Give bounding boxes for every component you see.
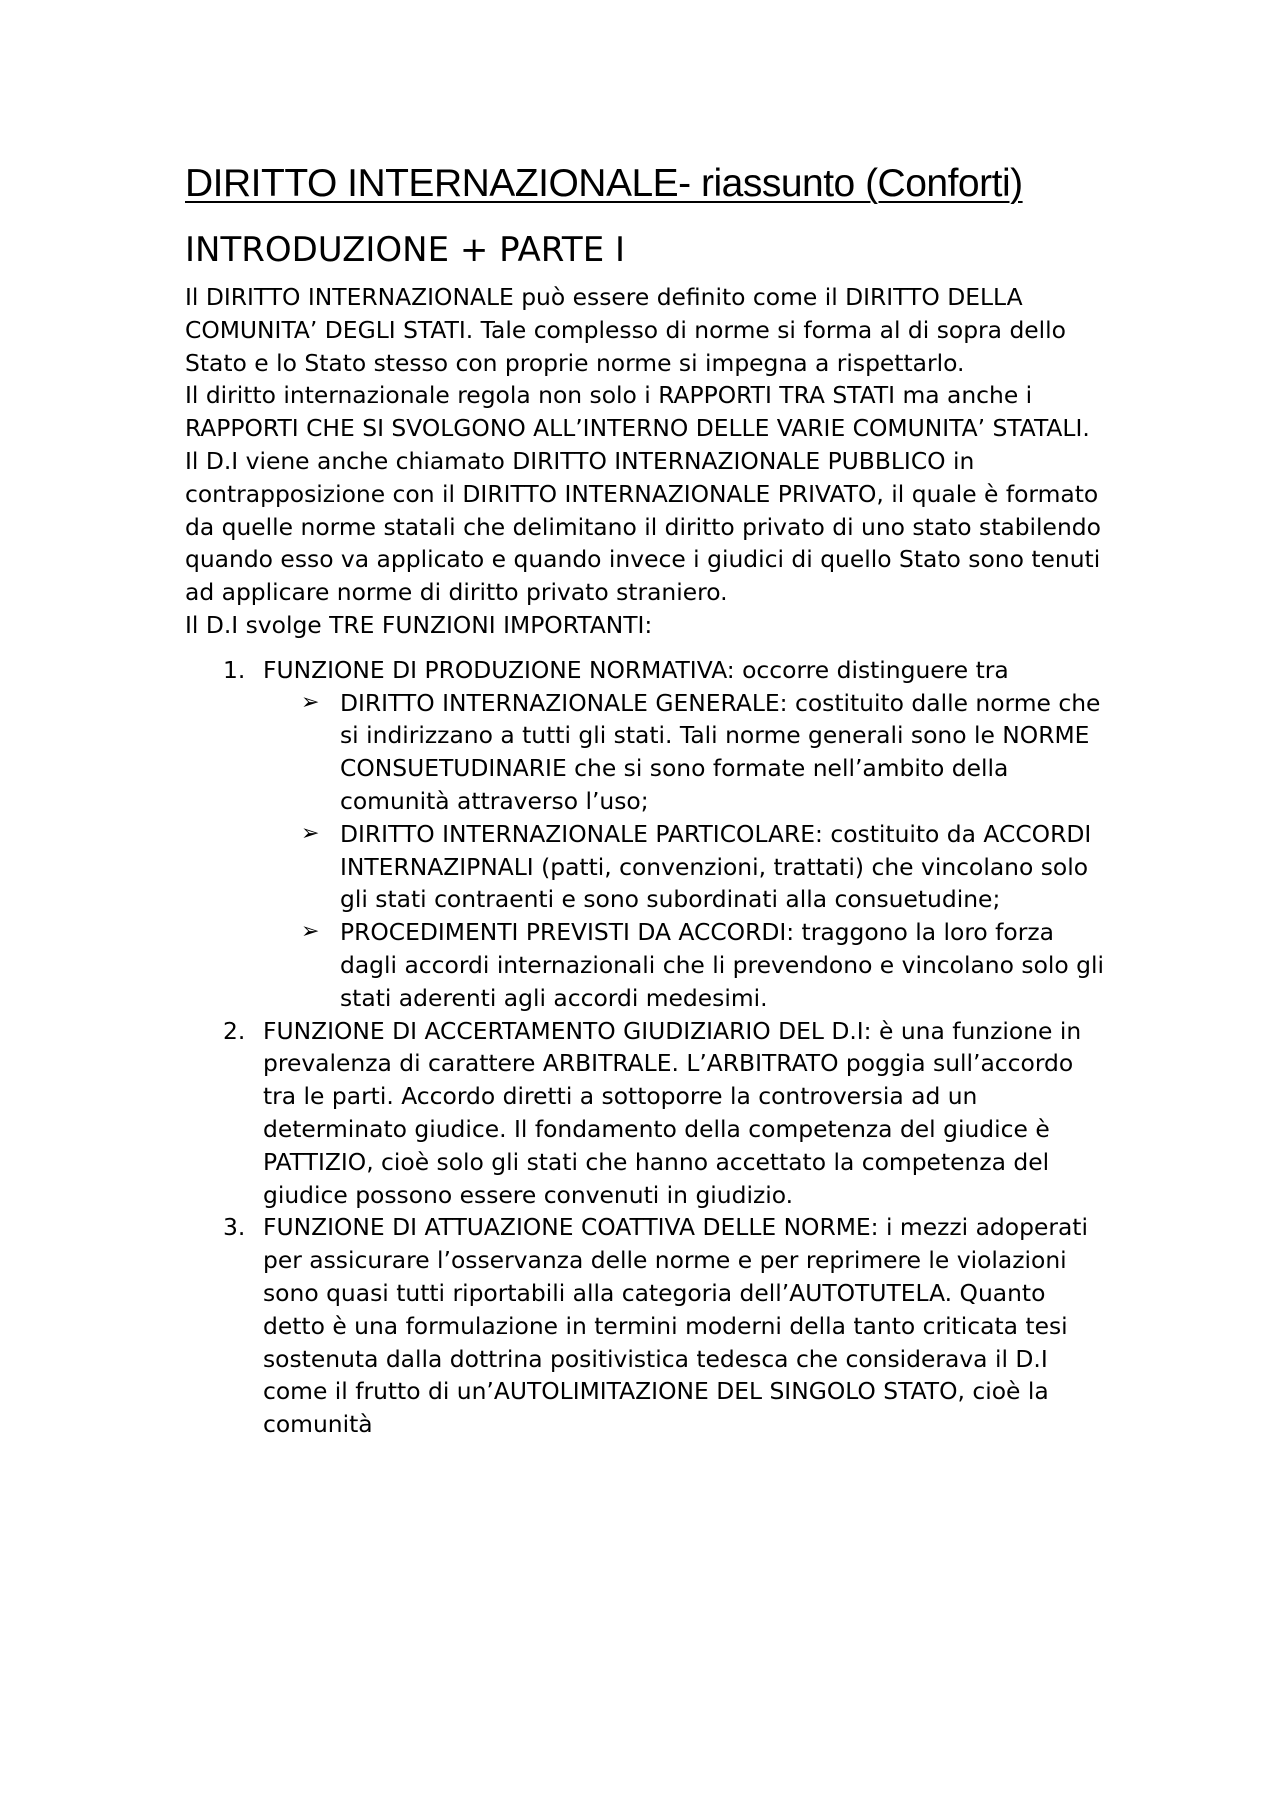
intro-body: [185, 281, 1105, 642]
list-number: 2.: [223, 1016, 246, 1045]
list-item-function-2: [185, 1015, 1105, 1212]
paragraph: Il diritto internazionale regola non solo i RAPPORTI TRA STATI ma anche i RAPPORTI CHE SI SVOLGONO ALL’INTERNO DELLE VARIE COMUNITA’ STATALI.: [185, 381, 1090, 443]
section-heading: INTRODUZIONE + PARTE I: [185, 230, 626, 270]
arrow-bullet-icon: ➢: [301, 919, 320, 945]
document-title: DIRITTO INTERNAZIONALE- riassunto (Conforti): [185, 162, 1023, 205]
sub-list-item-text: DIRITTO INTERNAZIONALE PARTICOLARE: costituito da ACCORDI INTERNAZIPNALI (patti, convenzioni, trattati) che vincolano solo gli stati contraenti e sono subordinati alla consuetudine;: [340, 819, 1092, 914]
sub-list-item: [263, 818, 1105, 916]
list-item-function-3: [185, 1211, 1105, 1441]
document-page: [185, 160, 1105, 1441]
sub-list-item: [263, 687, 1105, 818]
list-item-text: FUNZIONE DI ACCERTAMENTO GIUDIZIARIO DEL D.I: è una funzione in prevalenza di carattere ARBITRALE. L’ARBITRATO poggia sull’accordo tra le parti. Accordo diretti a sottoporre la controversia ad un determinato giudice. Il fondamento della competenza del giudice è PATTIZIO, cioè solo gli stati che hanno accettato la competenza del giudice possono essere convenuti in giudizio.: [263, 1016, 1082, 1209]
sub-list-item-text: PROCEDIMENTI PREVISTI DA ACCORDI: traggono la loro forza dagli accordi internazionali che li prevendono e vincolano solo gli stati aderenti agli accordi medesimi.: [340, 918, 1104, 1012]
list-item-text: FUNZIONE DI PRODUZIONE NORMATIVA: occorre distinguere tra: [263, 655, 1009, 684]
arrow-bullet-icon: ➢: [301, 820, 320, 846]
sub-list: [263, 687, 1105, 1015]
list-number: 1.: [223, 655, 246, 684]
paragraph: Il D.I svolge TRE FUNZIONI IMPORTANTI:: [185, 610, 653, 639]
arrow-bullet-icon: ➢: [301, 689, 320, 715]
list-item-text: FUNZIONE DI ATTUAZIONE COATTIVA DELLE NORME: i mezzi adoperati per assicurare l’osservanza delle norme e per reprimere le violazioni sono quasi tutti riportabili alla categoria dell’AUTOTUTELA. Quanto detto è una formulazione in termini moderni della tanto criticata tesi sostenuta dalla dottrina positivistica tedesca che considerava il D.I come il frutto di un’AUTOLIMITAZIONE DEL SINGOLO STATO, cioè la comunità: [263, 1213, 1088, 1439]
sub-list-item-text: DIRITTO INTERNAZIONALE GENERALE: costituito dalle norme che si indirizzano a tutti gli stati. Tali norme generali sono le NORME CONSUETUDINARIE che si sono formate nell’ambito della comunità attraverso l’uso;: [340, 688, 1101, 815]
functions-list: [185, 654, 1105, 1441]
list-number: 3.: [223, 1213, 246, 1242]
list-item-function-1: [185, 654, 1105, 1015]
paragraph: Il D.I viene anche chiamato DIRITTO INTERNAZIONALE PUBBLICO in contrapposizione con il DIRITTO INTERNAZIONALE PRIVATO, il quale è formato da quelle norme statali che delimitano il diritto privato di uno stato stabilendo quando esso va applicato e quando invece i giudici di quello Stato sono tenuti ad applicare norme di diritto privato straniero.: [185, 446, 1101, 607]
paragraph: Il DIRITTO INTERNAZIONALE può essere definito come il DIRITTO DELLA COMUNITA’ DEGLI STATI. Tale complesso di norme si forma al di sopra dello Stato e lo Stato stesso con proprie norme si impegna a rispettarlo.: [185, 283, 1066, 377]
sub-list-item: [263, 916, 1105, 1014]
